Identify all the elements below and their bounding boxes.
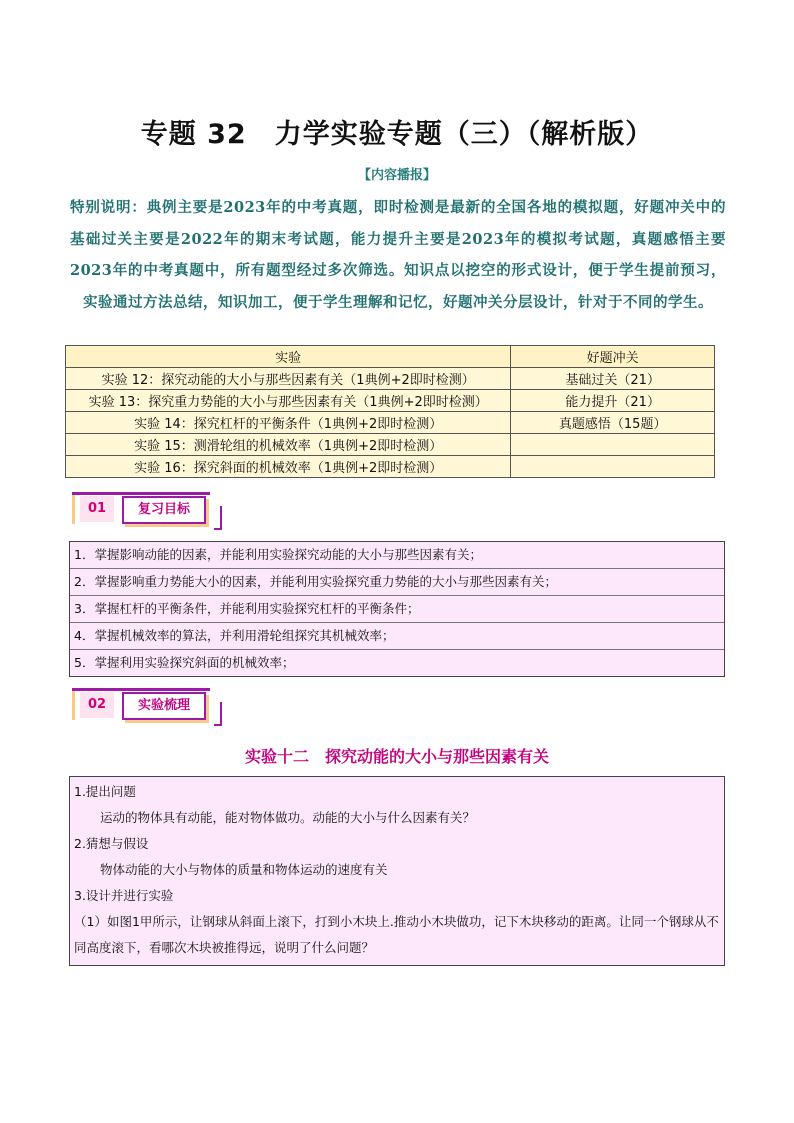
section-badge-experiments — [72, 688, 222, 720]
review-goals-box — [69, 541, 725, 677]
step-heading: 1.提出问题 — [74, 784, 136, 799]
table-row — [66, 368, 715, 390]
table-cell: 实验 15：测滑轮组的机械效率（1典例+2即时检测） — [66, 434, 511, 456]
table-cell: 基础过关（21） — [511, 368, 715, 390]
table-header-row — [66, 346, 715, 368]
table-cell: 能力提升（21） — [511, 390, 715, 412]
step-text: （1）如图1甲所示，让钢球从斜面上滚下，打到小木块上.推动小木块做功，记下木块移动的距离。让同一个钢球从不同高度滚下，看哪次木块被推得远，说明了什么问题？ — [74, 914, 719, 955]
step-text: 运动的物体具有动能，能对物体做功。动能的大小与什么因素有关？ — [100, 810, 476, 825]
list-item: 2．掌握影响重力势能大小的因素，并能利用实验探究重力势能的大小与那些因素有关； — [70, 569, 724, 596]
table-row — [66, 412, 715, 434]
list-item: 4．掌握机械效率的算法，并利用滑轮组探究其机械效率； — [70, 623, 724, 650]
list-item: 5．掌握利用实验探究斜面的机械效率； — [74, 655, 295, 670]
table-row — [66, 434, 715, 456]
step-text: 物体动能的大小与物体的质量和物体运动的速度有关 — [100, 862, 388, 877]
table-header-experiment: 实验 — [66, 346, 511, 368]
table-cell: 实验 13：探究重力势能的大小与那些因素有关（1典例+2即时检测） — [66, 390, 511, 412]
section-badge-review — [72, 492, 222, 524]
step-heading: 3.设计并进行实验 — [74, 888, 174, 903]
experiment-title: 实验十二 探究动能的大小与那些因素有关 — [244, 747, 549, 766]
experiment-box — [69, 776, 725, 966]
overview-table — [65, 345, 715, 478]
section-number: 02 — [80, 692, 114, 718]
table-cell: 实验 16：探究斜面的机械效率（1典例+2即时检测） — [66, 456, 511, 478]
badge-decoration — [72, 492, 75, 524]
page-title: 专题 32 力学实验专题（三）（解析版） — [140, 119, 654, 150]
intro-paragraph: 特别说明：典例主要是2023年的中考真题，即时检测是最新的全国各地的模拟题，好题冲关中的基础过关主要是2022年的期末考试题，能力提升主要是2023年的模拟考试题，真题感悟主要2023年的中考真题中，所有题型经过多次筛选。知识点以挖空的形式设计，便于学生提前预习，实验通过方法总结，知识加工，便于学生理解和记忆，好题冲关分层设计，针对于不同的学生。 — [70, 199, 726, 311]
badge-decoration — [214, 506, 222, 530]
table-cell: 真题感悟（15题） — [511, 412, 715, 434]
table-header-practice: 好题冲关 — [511, 346, 715, 368]
badge-decoration — [214, 702, 222, 726]
badge-decoration — [72, 688, 210, 691]
section-number: 01 — [80, 496, 114, 522]
list-item: 3．掌握杠杆的平衡条件，并能利用实验探究杠杆的平衡条件； — [70, 596, 724, 623]
list-item: 1．掌握影响动能的因素，并能利用实验探究动能的大小与那些因素有关； — [70, 542, 724, 569]
table-cell — [511, 456, 715, 478]
table-cell: 实验 12：探究动能的大小与那些因素有关（1典例+2即时检测） — [66, 368, 511, 390]
table-row — [66, 390, 715, 412]
table-row — [66, 456, 715, 478]
section-label: 复习目标 — [122, 496, 206, 524]
section-label: 实验梳理 — [122, 692, 206, 720]
step-heading: 2.猜想与假设 — [74, 836, 149, 851]
badge-decoration — [72, 492, 210, 495]
badge-decoration — [72, 688, 75, 720]
content-label: 【内容播报】 — [357, 168, 436, 183]
table-cell: 实验 14：探究杠杆的平衡条件（1典例+2即时检测） — [66, 412, 511, 434]
table-cell — [511, 434, 715, 456]
